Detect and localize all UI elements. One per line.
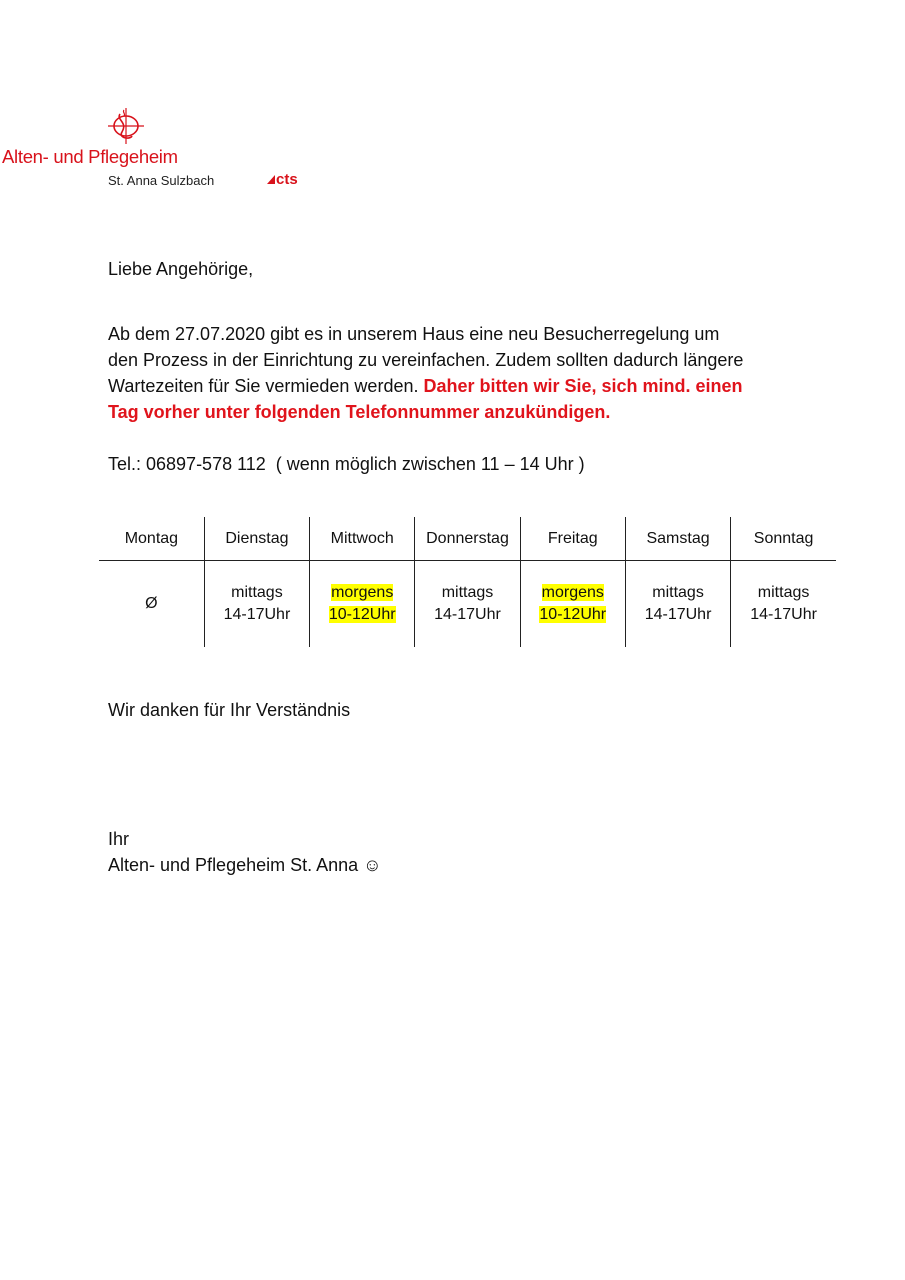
slot-line2: 14-17Uhr	[223, 606, 291, 623]
cts-triangle-icon	[267, 175, 275, 184]
slot-line1: mittags	[231, 584, 283, 601]
signature-line: Alten- und Pflegeheim St. Anna ☺	[108, 855, 382, 875]
slot-cell	[520, 561, 625, 648]
visiting-schedule-table	[99, 517, 836, 647]
slot-line2: 14-17Uhr	[644, 606, 712, 623]
body-line-1: Ab dem 27.07.2020 gibt es in unserem Haus eine neu Besucherregelung um	[108, 324, 720, 344]
thanks-line: Wir danken für Ihr Verständnis	[108, 700, 351, 720]
slot-line1: Ø	[145, 595, 158, 612]
phone-line: Tel.: 06897-578 112 ( wenn möglich zwischen 11 – 14 Uhr )	[108, 454, 585, 474]
day-header: Dienstag	[204, 517, 309, 561]
slot-line2: 14-17Uhr	[750, 606, 817, 623]
st-anna-emblem-icon	[106, 106, 146, 146]
slot-line2: 14-17Uhr	[434, 606, 501, 623]
day-header: Sonntag	[731, 517, 836, 561]
day-header: Montag	[99, 517, 204, 561]
body-line-2: den Prozess in der Einrichtung zu vereinfachen. Zudem sollten dadurch längere	[108, 350, 744, 370]
slot-line2: 10-12Uhr	[328, 606, 396, 623]
slot-cell	[310, 561, 415, 648]
slot-line1: mittags	[441, 584, 494, 601]
body-line-3-emphasis: Daher bitten wir Sie, sich mind. einen	[423, 376, 743, 396]
day-header: Freitag	[520, 517, 625, 561]
day-header: Donnerstag	[415, 517, 520, 561]
slot-cell	[731, 561, 836, 648]
closing-line: Ihr	[108, 829, 130, 849]
slot-line1: morgens	[541, 584, 604, 601]
body-line-3-text: Wartezeiten für Sie vermieden werden.	[108, 376, 424, 396]
cts-brand	[267, 171, 298, 188]
slot-cell	[415, 561, 520, 648]
slot-cell	[625, 561, 730, 648]
slot-line1: morgens	[331, 584, 394, 601]
day-header: Samstag	[625, 517, 730, 561]
body-line-3	[108, 373, 743, 399]
salutation: Liebe Angehörige,	[108, 259, 254, 279]
slot-line1: mittags	[652, 584, 704, 601]
org-name: Alten- und Pflegeheim	[2, 146, 178, 167]
body-line-4-emphasis: Tag vorher unter folgenden Telefonnummer anzukündigen.	[108, 402, 611, 422]
slot-line1: mittags	[757, 584, 810, 601]
schedule-header-row	[99, 517, 836, 561]
slot-cell	[204, 561, 309, 648]
day-header: Mittwoch	[310, 517, 415, 561]
org-location: St. Anna Sulzbach	[108, 173, 215, 188]
schedule-slot-row	[99, 561, 836, 648]
slot-line2: 10-12Uhr	[539, 606, 607, 623]
cts-brand-text: cts	[276, 171, 298, 188]
slot-cell	[99, 561, 204, 648]
